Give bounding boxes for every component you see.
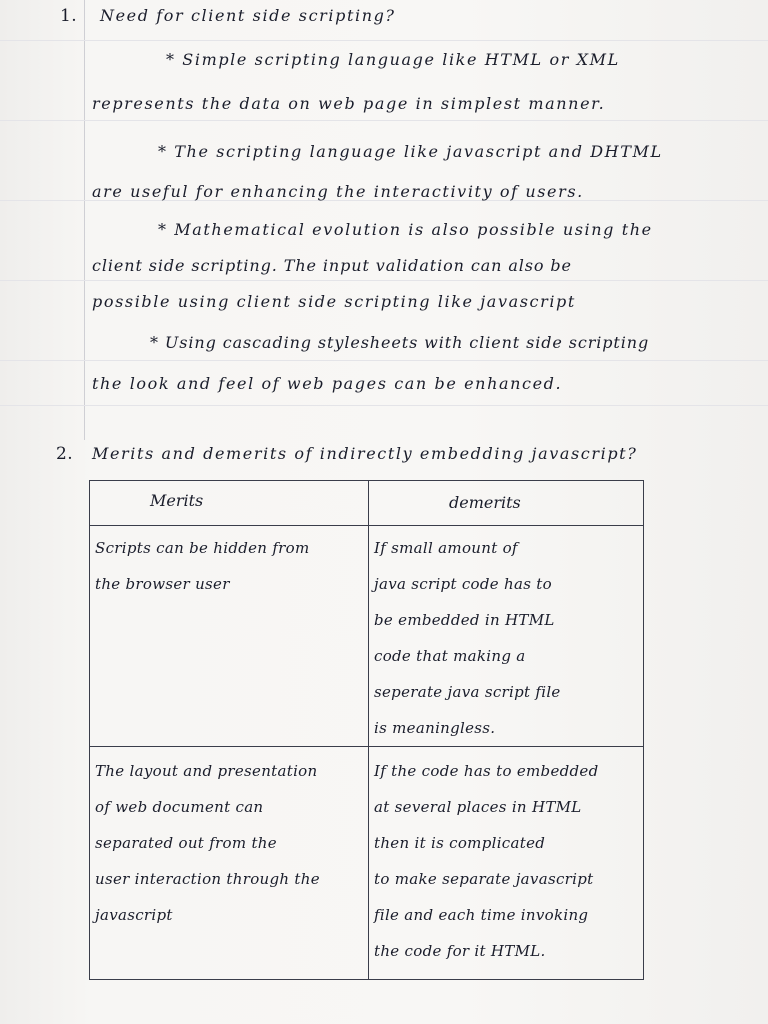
table-row	[90, 747, 644, 980]
answer-line: * Simple scripting language like HTML or XML	[166, 50, 620, 69]
demerit-cell	[369, 747, 644, 980]
cell-line: then it is complicated	[374, 834, 546, 852]
cell-line: file and each time invoking	[374, 906, 589, 924]
header-demerits: demerits	[369, 481, 644, 526]
question-heading-1: Need for client side scripting?	[100, 6, 396, 25]
answer-line: are useful for enhancing the interactivity of users.	[92, 182, 584, 201]
ruled-line	[0, 360, 768, 361]
answer-line: the look and feel of web pages can be enhanced.	[92, 374, 563, 393]
merit-cell	[90, 747, 369, 980]
answer-line: represents the data on web page in simplest manner.	[92, 94, 606, 113]
cell-line: javascript	[95, 906, 173, 924]
cell-line: of web document can	[95, 798, 264, 816]
cell-line: If small amount of	[374, 539, 518, 557]
answer-line: * The scripting language like javascript and DHTML	[158, 142, 663, 161]
cell-line: at several places in HTML	[374, 798, 582, 816]
answer-line: client side scripting. The input validation can also be	[92, 256, 572, 275]
merits-demerits-table	[89, 480, 644, 980]
cell-line: the code for it HTML.	[374, 942, 546, 960]
cell-line: the browser user	[95, 575, 230, 593]
ruled-line	[0, 405, 768, 406]
cell-line: If the code has to embedded	[374, 762, 599, 780]
ruled-line	[0, 280, 768, 281]
cell-line: is meaningless.	[374, 719, 496, 737]
cell-line: seperate java script file	[374, 683, 561, 701]
cell-line: be embedded in HTML	[374, 611, 555, 629]
cell-line: to make separate javascript	[374, 870, 594, 888]
cell-line: java script code has to	[374, 575, 552, 593]
ruled-line	[0, 120, 768, 121]
cell-line: code that making a	[374, 647, 526, 665]
margin-line	[84, 0, 85, 440]
answer-line: * Mathematical evolution is also possible using the	[158, 220, 653, 239]
header-merits: Merits	[90, 481, 369, 526]
ruled-line	[0, 40, 768, 41]
question-heading-2: Merits and demerits of indirectly embedding javascript?	[92, 444, 638, 463]
cell-line: Scripts can be hidden from	[95, 539, 310, 557]
cell-line: separated out from the	[95, 834, 277, 852]
answer-line: * Using cascading stylesheets with client side scripting	[150, 333, 650, 352]
demerit-cell	[369, 526, 644, 747]
merit-cell	[90, 526, 369, 747]
table-header-row	[90, 481, 644, 526]
cell-line: The layout and presentation	[95, 762, 318, 780]
question-number-1: 1.	[60, 6, 78, 26]
answer-line: possible using client side scripting like javascript	[92, 292, 576, 311]
table-row	[90, 526, 644, 747]
cell-line: user interaction through the	[95, 870, 320, 888]
question-number-2: 2.	[56, 444, 74, 464]
